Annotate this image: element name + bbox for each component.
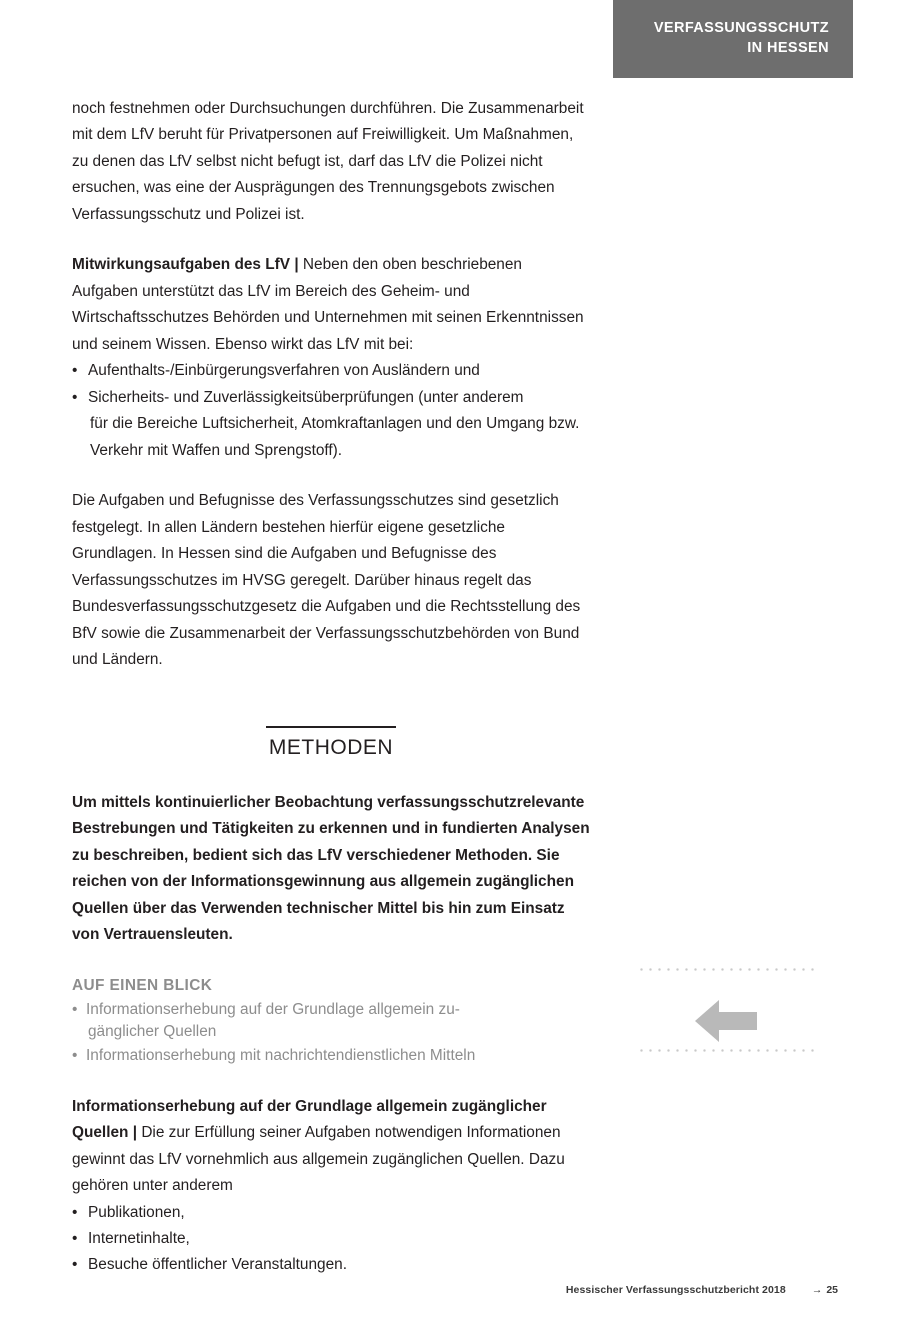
list-item-text: Besuche öffentlicher Veranstaltungen. bbox=[88, 1256, 347, 1274]
bullet-list-mitwirkung bbox=[72, 358, 590, 464]
paragraph-continuation: noch festnehmen oder Durchsuchungen durchführen. Die Zusammenarbeit mit dem LfV beruht für Privatpersonen auf Freiwilligkeit. Um Maßnahmen, zu denen das LfV selbst nicht befugt ist, darf das LfV die Polizei nicht ersuchen, was eine der Ausprägungen des Trennungsgebots zwischen Verfassungsschutz und Polizei ist. bbox=[72, 100, 584, 223]
list-item-text: Sicherheits- und Zuverlässigkeitsüberprüfungen (unter anderem bbox=[88, 388, 524, 406]
paragraph-informationserhebung bbox=[72, 1094, 590, 1200]
list-item-text: Informationserhebung mit nachrichtendienstlichen Mitteln bbox=[86, 1047, 476, 1065]
section-intro-paragraph: Um mittels kontinuierlicher Beobachtung verfassungsschutzrelevante Bestrebungen und Tätigkeiten zu erkennen und in fundierten Analysen zu beschreiben, bedient sich das LfV verschiedener Methoden. Sie reichen von der Informationsgewinnung aus allgemein zugänglichen Quellen über das Verwenden technischer Mittel bis hin zum Einsatz von Vertrauensleuten. bbox=[72, 793, 590, 944]
footer-title: Hessischer Verfassungsschutzbericht 2018 bbox=[565, 1284, 786, 1296]
section-heading-rule bbox=[266, 726, 396, 728]
list-item bbox=[72, 385, 590, 464]
main-text-column bbox=[72, 96, 590, 1303]
header-title-line1: VERFASSUNGSSCHUTZ bbox=[653, 20, 829, 37]
page-number: 25 bbox=[826, 1284, 838, 1296]
page-footer bbox=[0, 1284, 900, 1296]
paragraph-mitwirkungsaufgaben bbox=[72, 252, 590, 358]
list-item bbox=[72, 1252, 590, 1278]
list-item bbox=[72, 999, 590, 1044]
list-item bbox=[72, 1226, 590, 1252]
at-a-glance-list bbox=[72, 999, 590, 1068]
paragraph-aufgaben-befugnisse: Die Aufgaben und Befugnisse des Verfassungsschutzes sind gesetzlich festgelegt. In allen Ländern bestehen hierfür eigene gesetzliche Grundlagen. In Hessen sind die Aufgaben und Befugnisse des Verfassungsschutzes im HVSG geregelt. Darüber hinaus regelt das Bundesverfassungsschutzgesetz die Aufgaben und die Rechtsstellung des BfV sowie die Zusammenarbeit der Verfassungsschutzbehörden von Bund und Ländern. bbox=[72, 492, 581, 669]
page-header-tab bbox=[613, 0, 853, 78]
list-item-text: Aufenthalts-/Einbürgerungsverfahren von Ausländern und bbox=[88, 362, 480, 380]
paragraph-lead-in: Informationserhebung auf der Grundlage allgemein zugänglicher Quellen | bbox=[72, 1097, 547, 1142]
arrow-right-icon: → bbox=[811, 1284, 823, 1296]
decorative-arrow-block bbox=[637, 968, 819, 1078]
list-item-text: Internetinhalte, bbox=[88, 1230, 190, 1247]
paragraph-text: Neben den oben beschriebenen Aufgaben unterstützt das LfV im Bereich des Geheim- und Wirtschaftsschutzes Behörden und Unternehmen mit seinen Erkenntnissen und seinem Wissen. Ebenso wirkt das LfV mit bei: bbox=[72, 256, 584, 353]
list-item-text: Publikationen, bbox=[88, 1203, 185, 1221]
list-item-text: Informationserhebung auf der Grundlage allgemein zu- bbox=[86, 1000, 460, 1018]
header-title-line2: IN HESSEN bbox=[747, 40, 829, 56]
section-heading-title: METHODEN bbox=[268, 735, 394, 759]
section-heading bbox=[72, 726, 590, 760]
bullet-list-quellen bbox=[72, 1200, 590, 1279]
at-a-glance-title: AUF EINEN BLICK bbox=[72, 976, 213, 994]
dotted-rule-top bbox=[637, 968, 819, 971]
list-item bbox=[72, 1200, 590, 1226]
list-item-text-continued: gänglicher Quellen bbox=[88, 1022, 217, 1040]
left-arrow-icon bbox=[695, 998, 757, 1044]
list-item bbox=[72, 1045, 590, 1067]
paragraph-lead-in: Mitwirkungsaufgaben des LfV | bbox=[72, 256, 303, 274]
list-item bbox=[72, 358, 590, 384]
dotted-rule-bottom bbox=[637, 1049, 819, 1052]
paragraph-text: Die zur Erfüllung seiner Aufgaben notwendigen Informationen gewinnt das LfV vornehmlich aus allgemein zugänglichen Quellen. Dazu gehören unter anderem bbox=[72, 1124, 565, 1195]
list-item-text-continued: für die Bereiche Luftsicherheit, Atomkraftanlagen und den Umgang bzw. Verkehr mit Waffen und Sprengstoff). bbox=[90, 415, 580, 459]
